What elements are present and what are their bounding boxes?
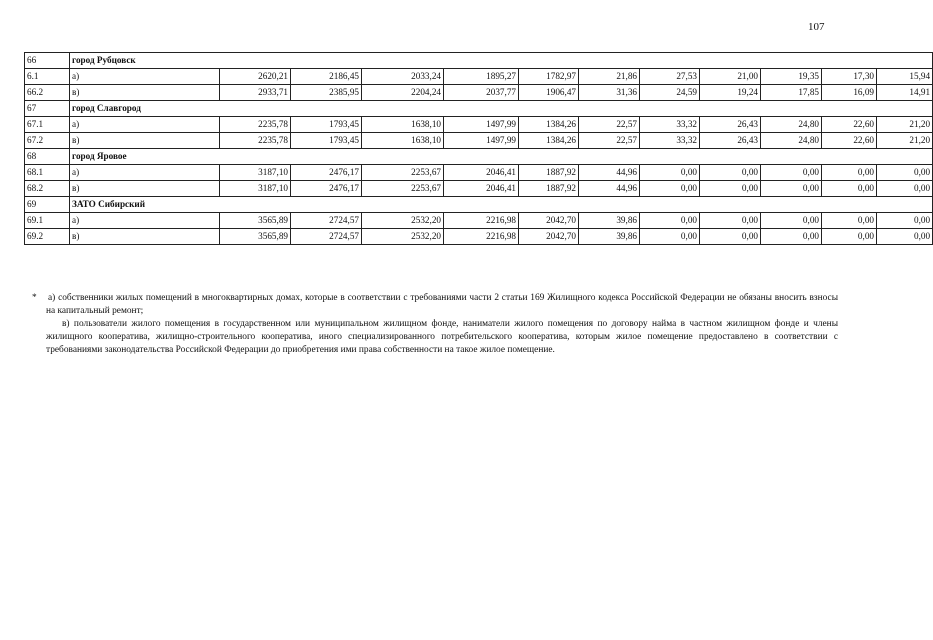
group-code: 68 — [25, 149, 70, 165]
value-cell: 2532,20 — [362, 229, 444, 245]
value-cell: 0,00 — [877, 181, 933, 197]
group-name: город Рубцовск — [70, 53, 933, 69]
value-cell: 0,00 — [761, 165, 822, 181]
group-code: 66 — [25, 53, 70, 69]
value-cell: 31,36 — [579, 85, 640, 101]
value-cell: 26,43 — [700, 117, 761, 133]
value-cell: 19,24 — [700, 85, 761, 101]
value-cell: 44,96 — [579, 181, 640, 197]
value-cell: 0,00 — [640, 213, 700, 229]
value-cell: 1793,45 — [291, 117, 362, 133]
group-header-row — [25, 101, 933, 117]
group-header-row — [25, 149, 933, 165]
table-row — [25, 181, 933, 197]
value-cell: 2253,67 — [362, 181, 444, 197]
table-row — [25, 133, 933, 149]
table-row — [25, 85, 933, 101]
value-cell: 21,20 — [877, 133, 933, 149]
tariff-table — [24, 52, 933, 245]
value-cell: 2042,70 — [519, 213, 579, 229]
value-cell: 3565,89 — [220, 229, 291, 245]
group-header-row — [25, 53, 933, 69]
footnote-para-a: а) собственники жилых помещений в многоквартирных домах, которые в соответствии с требованиями части 2 статьи 169 Жилищного кодекса Российской Федерации не обязаны вносить взносы на капитальный ремонт; — [46, 293, 838, 316]
value-cell: 2385,95 — [291, 85, 362, 101]
value-cell: 1497,99 — [444, 133, 519, 149]
value-cell: 0,00 — [640, 165, 700, 181]
value-cell: 17,30 — [822, 69, 877, 85]
row-code: 67.2 — [25, 133, 70, 149]
table-row — [25, 117, 933, 133]
value-cell: 3565,89 — [220, 213, 291, 229]
value-cell: 22,60 — [822, 133, 877, 149]
value-cell: 44,96 — [579, 165, 640, 181]
value-cell: 16,09 — [822, 85, 877, 101]
footnote-para-v: в) пользователи жилого помещения в государственном или муниципальном жилищном фонде, наниматели жилого помещения по договору найма в частном жилищном фонде и члены жилищного кооператива, жилищно-строительного кооператива, иного специализированного потребительского кооператива, которым жилое помещение предоставлено в соответствии с требованиями законодательства Российской Федерации до приобретения ими права собственности на такое жилое помещение. — [46, 319, 838, 355]
value-cell: 2724,57 — [291, 213, 362, 229]
group-name: город Славгород — [70, 101, 933, 117]
value-cell: 0,00 — [877, 213, 933, 229]
value-cell: 2186,45 — [291, 69, 362, 85]
value-cell: 0,00 — [761, 213, 822, 229]
row-category: в) — [70, 229, 220, 245]
value-cell: 2042,70 — [519, 229, 579, 245]
value-cell: 17,85 — [761, 85, 822, 101]
value-cell: 24,80 — [761, 117, 822, 133]
value-cell: 0,00 — [761, 229, 822, 245]
value-cell: 1782,97 — [519, 69, 579, 85]
value-cell: 33,32 — [640, 117, 700, 133]
value-cell: 2532,20 — [362, 213, 444, 229]
value-cell: 22,60 — [822, 117, 877, 133]
footnote — [32, 292, 838, 357]
value-cell: 0,00 — [700, 181, 761, 197]
row-code: 68.1 — [25, 165, 70, 181]
value-cell: 0,00 — [761, 181, 822, 197]
value-cell: 0,00 — [640, 229, 700, 245]
value-cell: 1638,10 — [362, 117, 444, 133]
row-code: 68.2 — [25, 181, 70, 197]
row-category: в) — [70, 181, 220, 197]
value-cell: 39,86 — [579, 213, 640, 229]
group-name: ЗАТО Сибирский — [70, 197, 933, 213]
value-cell: 1384,26 — [519, 117, 579, 133]
value-cell: 1384,26 — [519, 133, 579, 149]
value-cell: 21,86 — [579, 69, 640, 85]
value-cell: 24,59 — [640, 85, 700, 101]
value-cell: 2724,57 — [291, 229, 362, 245]
value-cell: 24,80 — [761, 133, 822, 149]
value-cell: 2046,41 — [444, 181, 519, 197]
group-header-row — [25, 197, 933, 213]
value-cell: 21,20 — [877, 117, 933, 133]
row-category: а) — [70, 117, 220, 133]
value-cell: 2033,24 — [362, 69, 444, 85]
value-cell: 0,00 — [877, 229, 933, 245]
table-body — [25, 53, 933, 245]
value-cell: 3187,10 — [220, 181, 291, 197]
value-cell: 0,00 — [700, 213, 761, 229]
value-cell: 21,00 — [700, 69, 761, 85]
value-cell: 1906,47 — [519, 85, 579, 101]
value-cell: 1497,99 — [444, 117, 519, 133]
value-cell: 0,00 — [700, 165, 761, 181]
value-cell: 2235,78 — [220, 133, 291, 149]
value-cell: 19,35 — [761, 69, 822, 85]
value-cell: 33,32 — [640, 133, 700, 149]
value-cell: 15,94 — [877, 69, 933, 85]
row-code: 67.1 — [25, 117, 70, 133]
row-category: в) — [70, 133, 220, 149]
value-cell: 1793,45 — [291, 133, 362, 149]
value-cell: 2216,98 — [444, 229, 519, 245]
value-cell: 2253,67 — [362, 165, 444, 181]
row-code: 69.2 — [25, 229, 70, 245]
table-row — [25, 165, 933, 181]
row-code: 69.1 — [25, 213, 70, 229]
row-code: 66.2 — [25, 85, 70, 101]
value-cell: 0,00 — [700, 229, 761, 245]
group-name: город Яровое — [70, 149, 933, 165]
row-category: а) — [70, 213, 220, 229]
table-row — [25, 229, 933, 245]
value-cell: 0,00 — [640, 181, 700, 197]
group-code: 69 — [25, 197, 70, 213]
value-cell: 2476,17 — [291, 181, 362, 197]
value-cell: 39,86 — [579, 229, 640, 245]
value-cell: 2476,17 — [291, 165, 362, 181]
value-cell: 1895,27 — [444, 69, 519, 85]
value-cell: 0,00 — [822, 229, 877, 245]
value-cell: 14,91 — [877, 85, 933, 101]
table-row — [25, 213, 933, 229]
value-cell: 1638,10 — [362, 133, 444, 149]
value-cell: 2933,71 — [220, 85, 291, 101]
value-cell: 1887,92 — [519, 181, 579, 197]
value-cell: 22,57 — [579, 117, 640, 133]
value-cell: 0,00 — [822, 165, 877, 181]
row-category: а) — [70, 165, 220, 181]
page-number: 107 — [808, 21, 825, 33]
value-cell: 2037,77 — [444, 85, 519, 101]
value-cell: 0,00 — [822, 181, 877, 197]
group-code: 67 — [25, 101, 70, 117]
value-cell: 2235,78 — [220, 117, 291, 133]
value-cell: 26,43 — [700, 133, 761, 149]
value-cell: 1887,92 — [519, 165, 579, 181]
value-cell: 2620,21 — [220, 69, 291, 85]
row-category: а) — [70, 69, 220, 85]
value-cell: 0,00 — [877, 165, 933, 181]
row-category: в) — [70, 85, 220, 101]
value-cell: 22,57 — [579, 133, 640, 149]
value-cell: 2216,98 — [444, 213, 519, 229]
row-code: 6.1 — [25, 69, 70, 85]
footnote-star: * — [32, 293, 37, 303]
value-cell: 0,00 — [822, 213, 877, 229]
table-row — [25, 69, 933, 85]
value-cell: 27,53 — [640, 69, 700, 85]
value-cell: 2204,24 — [362, 85, 444, 101]
value-cell: 2046,41 — [444, 165, 519, 181]
value-cell: 3187,10 — [220, 165, 291, 181]
